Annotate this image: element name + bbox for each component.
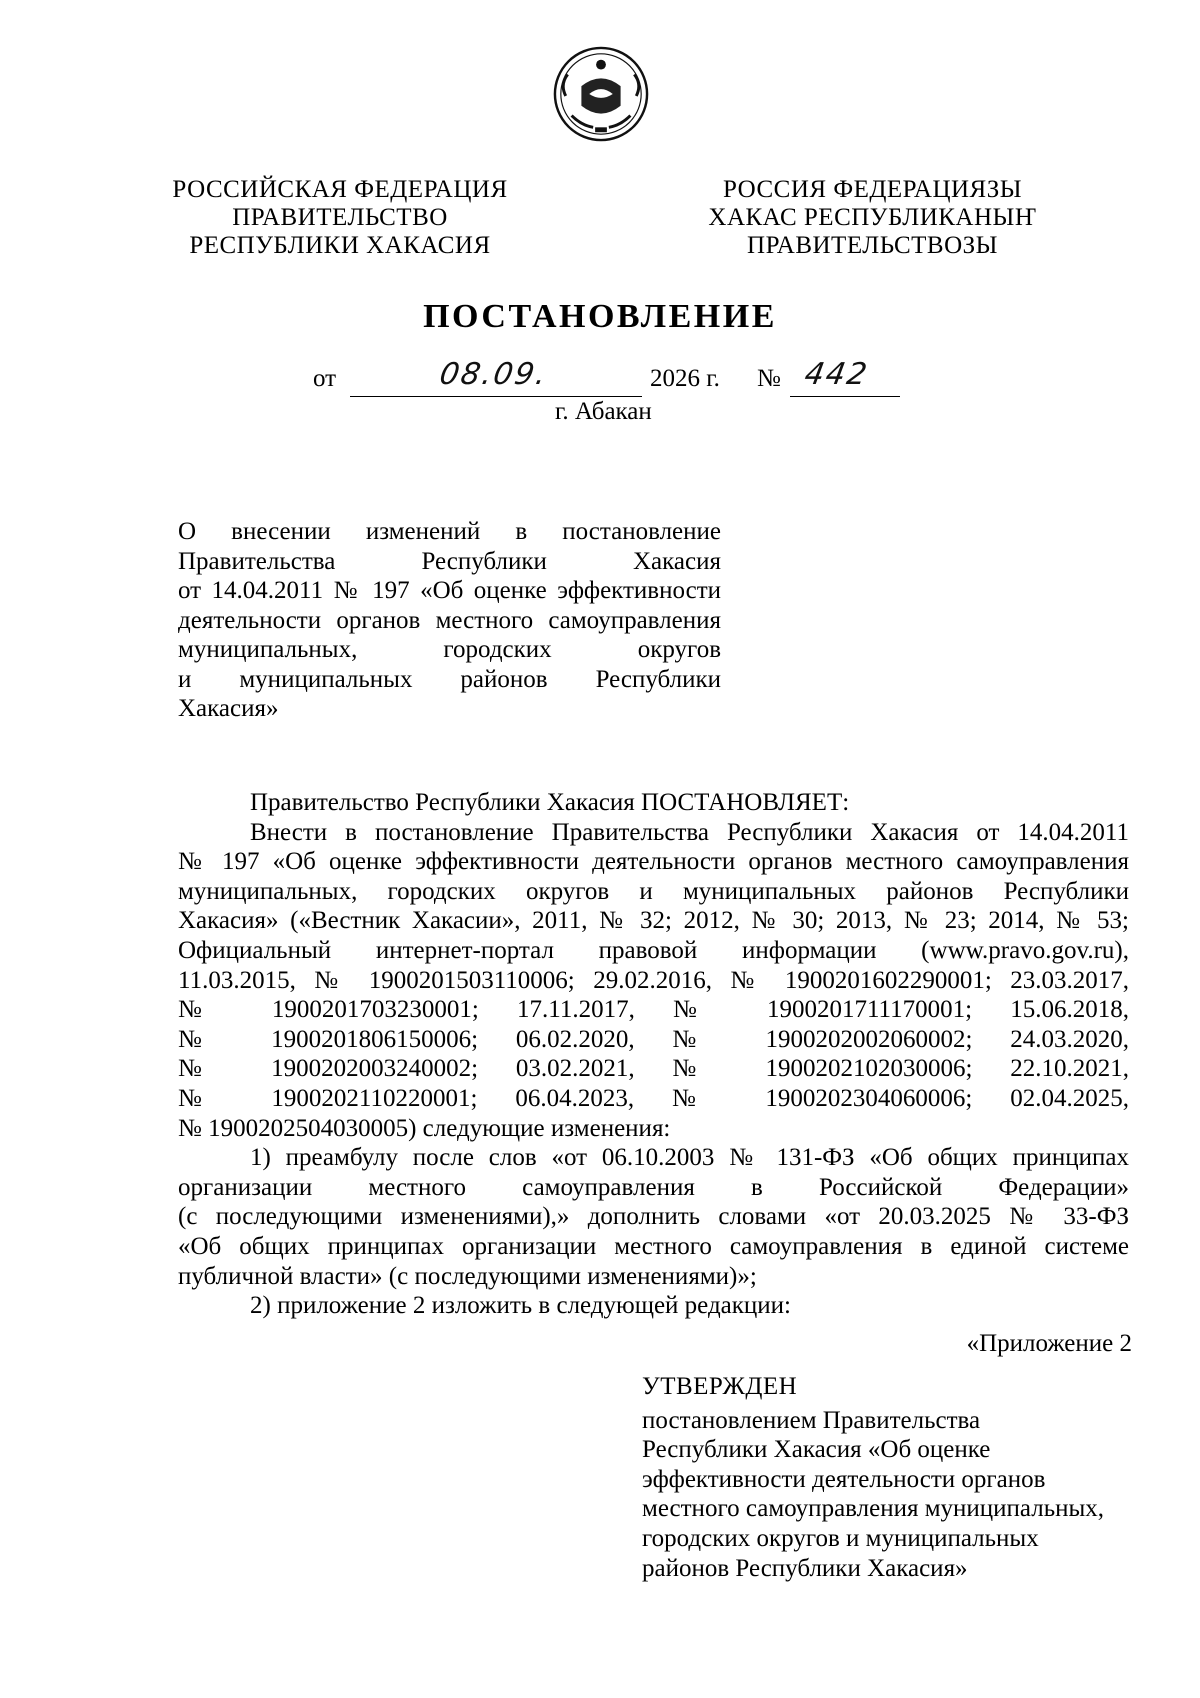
handwritten-number: 442 — [801, 357, 872, 392]
subject-line: от 14.04.2011 № 197 «Об оценке эффективности — [178, 577, 721, 604]
header-left-line: РЕСПУБЛИКИ ХАКАСИЯ — [189, 232, 491, 259]
approval-line: районов Республики Хакасия» — [642, 1554, 968, 1582]
document-body — [178, 788, 1129, 1321]
appendix-label: «Приложение 2 — [966, 1330, 1132, 1357]
subject-line: Правительства Республики Хакасия — [178, 547, 721, 575]
body-line: № 1900201703230001; 17.11.2017, № 1900201711170001; 15.06.2018, — [178, 996, 1129, 1024]
body-line: № 197 «Об оценке эффективности деятельности органов местного самоуправления — [178, 848, 1129, 876]
approval-line: постановлением Правительства — [642, 1406, 981, 1434]
document-subject — [178, 517, 721, 724]
body-line: (с последующими изменениями),» дополнить словами «от 20.03.2025 № 33-ФЗ — [178, 1203, 1129, 1231]
from-label: от — [313, 365, 337, 392]
city-label: г. Абакан — [555, 398, 652, 425]
body-line: № 1900202504030005) следующие изменения: — [178, 1114, 671, 1142]
header-left-line: РОССИЙСКАЯ ФЕДЕРАЦИЯ — [172, 176, 508, 203]
body-line: № 1900201806150006; 06.02.2020, № 1900202002060002; 24.03.2020, — [178, 1025, 1129, 1053]
body-line: № 1900202003240002; 03.02.2021, № 1900202102030006; 22.10.2021, — [178, 1055, 1129, 1083]
coat-of-arms-of-khakassia-icon — [552, 44, 650, 144]
approval-block — [642, 1372, 1142, 1583]
approval-line: эффективности деятельности органов — [642, 1465, 1046, 1493]
header-right-line: ХАКАС РЕСПУБЛИКАНЫҤ — [708, 204, 1037, 231]
date-number-line — [0, 357, 1200, 399]
header-right-line: РОССИЯ ФЕДЕРАЦИЯЗЫ — [722, 176, 1023, 203]
subject-line: деятельности органов местного самоуправления — [178, 606, 721, 634]
body-line: Внести в постановление Правительства Республики Хакасия от 14.04.2011 — [250, 818, 1129, 846]
number-label: № — [757, 365, 781, 392]
body-line: Правительство Республики Хакасия ПОСТАНОВЛЯЕТ: — [250, 789, 850, 816]
subject-line: О внесении изменений в постановление — [178, 518, 721, 545]
body-line: «Об общих принципах организации местного самоуправления в единой системе — [178, 1232, 1129, 1260]
body-line: 2) приложение 2 изложить в следующей редакции: — [250, 1292, 791, 1320]
date-underline — [350, 396, 642, 397]
subject-line: муниципальных, городских округов — [178, 636, 721, 663]
body-line: муниципальных, городских округов и муниципальных районов Республики — [178, 877, 1129, 905]
approval-heading: УТВЕРЖДЕН — [642, 1373, 798, 1400]
header-right — [700, 176, 1045, 260]
body-line: 11.03.2015, № 1900201503110006; 29.02.2016, № 1900201602290001; 23.03.2017, — [178, 966, 1129, 994]
approval-line: местного самоуправления муниципальных, — [642, 1495, 1105, 1523]
header-left — [170, 176, 510, 260]
handwritten-date: 08.09. — [436, 357, 551, 392]
body-line: Официальный интернет-портал правовой информации (www.pravo.gov.ru), — [178, 936, 1129, 964]
subject-line: и муниципальных районов Республики — [178, 665, 721, 693]
header-right-line: ПРАВИТЕЛЬСТВОЗЫ — [747, 232, 998, 259]
number-underline — [790, 396, 900, 397]
body-line: публичной власти» (с последующими изменениями)»; — [178, 1262, 757, 1290]
approval-line: Республики Хакасия «Об оценке — [642, 1436, 991, 1464]
body-line: № 1900202110220001; 06.04.2023, № 1900202304060006; 02.04.2025, — [178, 1084, 1129, 1112]
body-line: Хакасия» («Вестник Хакасии», 2011, № 32; 2012, № 30; 2013, № 23; 2014, № 53; — [178, 907, 1129, 935]
header-left-line: ПРАВИТЕЛЬСТВО — [232, 204, 448, 231]
document-title: ПОСТАНОВЛЕНИЕ — [423, 298, 777, 335]
subject-line: Хакасия» — [178, 695, 279, 722]
approval-line: городских округов и муниципальных — [642, 1524, 1039, 1552]
year-label: 2026 г. — [650, 365, 720, 392]
body-line: 1) преамбулу после слов «от 06.10.2003 № 131-ФЗ «Об общих принципах — [250, 1144, 1129, 1172]
body-line: организации местного самоуправления в Российской Федерации» — [178, 1173, 1129, 1201]
